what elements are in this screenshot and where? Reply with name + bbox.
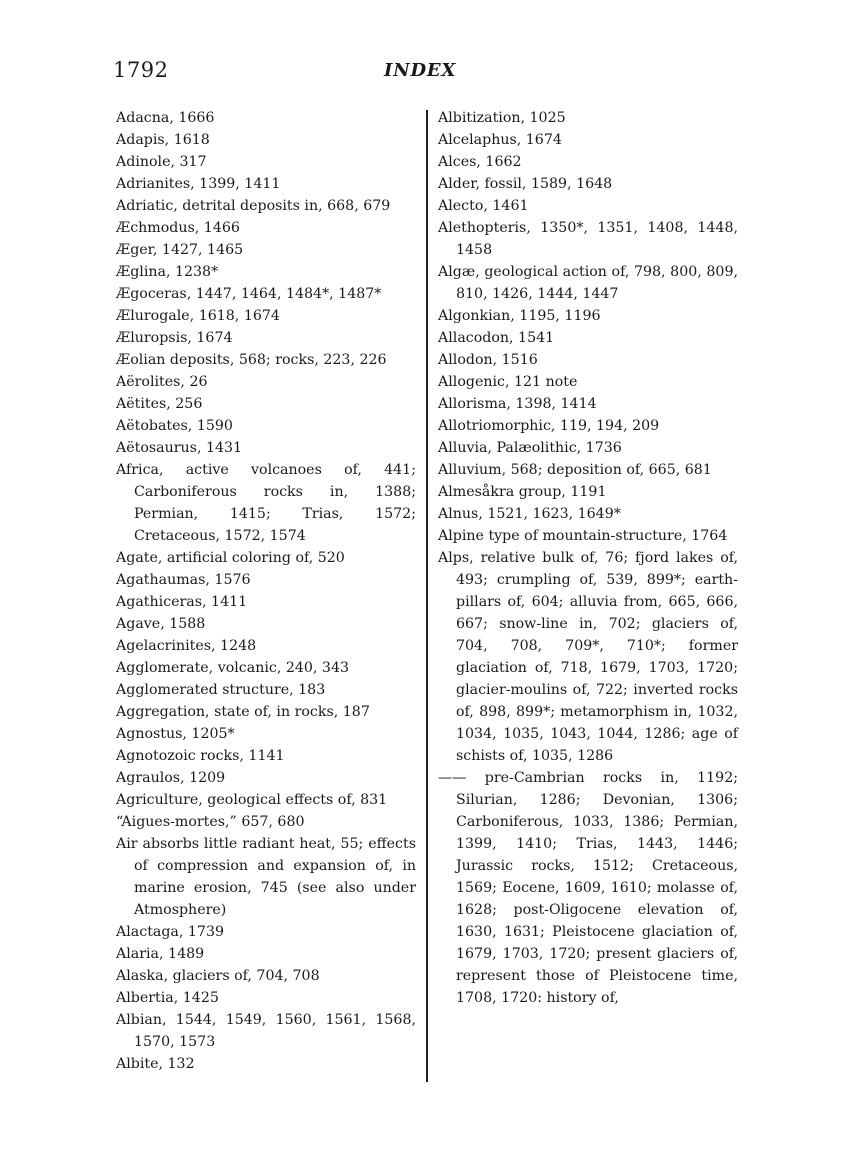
index-entry: Alaska, glaciers of, 704, 708: [116, 968, 320, 984]
index-column-left: [116, 107, 416, 1075]
index-column-right: [438, 107, 738, 1009]
index-entry: Albian, 1544, 1549, 1560, 1561, 1568, 1570, 1573: [116, 1012, 416, 1050]
index-entry: Æchmodus, 1466: [116, 220, 240, 236]
index-entry: Agathaumas, 1576: [116, 572, 251, 588]
index-entry: Africa, active volcanoes of, 441; Carboniferous rocks in, 1388; Permian, 1415; Trias, 1572; Cretaceous, 1572, 1574: [116, 462, 416, 544]
index-entry: Adapis, 1618: [116, 132, 210, 148]
index-entry: Alluvium, 568; deposition of, 665, 681: [438, 462, 712, 478]
index-entry: Albertia, 1425: [116, 990, 219, 1006]
index-entry: Alces, 1662: [438, 154, 522, 170]
index-entry: Alder, fossil, 1589, 1648: [438, 176, 613, 192]
index-entry: Aggregation, state of, in rocks, 187: [116, 704, 370, 720]
index-entry: Adriatic, detrital deposits in, 668, 679: [116, 198, 391, 214]
index-entry: Albitization, 1025: [438, 110, 566, 126]
index-entry: Agnotozoic rocks, 1141: [116, 748, 285, 764]
index-entry: Adrianites, 1399, 1411: [116, 176, 281, 192]
index-entry: Allacodon, 1541: [438, 330, 555, 346]
index-entry: Algæ, geological action of, 798, 800, 809, 810, 1426, 1444, 1447: [438, 264, 738, 302]
index-entry: Agriculture, geological effects of, 831: [116, 792, 388, 808]
index-entry: Allotriomorphic, 119, 194, 209: [438, 418, 660, 434]
index-entry: Albite, 132: [116, 1056, 195, 1072]
index-entry: Agnostus, 1205*: [116, 726, 235, 742]
index-entry: Æger, 1427, 1465: [116, 242, 244, 258]
index-entry: Adinole, 317: [116, 154, 207, 170]
index-entry: Aërolites, 26: [116, 374, 208, 390]
index-entry: Æolian deposits, 568; rocks, 223, 226: [116, 352, 387, 368]
index-entry: Agate, artificial coloring of, 520: [116, 550, 345, 566]
index-entry: Alpine type of mountain-structure, 1764: [438, 528, 728, 544]
index-entry: Aëtobates, 1590: [116, 418, 233, 434]
index-entry: Æluropsis, 1674: [116, 330, 233, 346]
index-entry: Alnus, 1521, 1623, 1649*: [438, 506, 621, 522]
index-entry: Alcelaphus, 1674: [438, 132, 562, 148]
index-entry: Alactaga, 1739: [116, 924, 225, 940]
index-entry: Algonkian, 1195, 1196: [438, 308, 601, 324]
index-entry: Air absorbs little radiant heat, 55; effects of compression and expansion of, in marine erosion, 745 (see also under Atmosphere): [116, 836, 416, 918]
index-entry: Agraulos, 1209: [116, 770, 226, 786]
index-entry: Agathiceras, 1411: [116, 594, 248, 610]
index-entry: Agglomerated structure, 183: [116, 682, 326, 698]
index-entry: Almesåkra group, 1191: [438, 484, 607, 500]
page-number: 1792: [113, 58, 169, 82]
running-head-title: INDEX: [384, 60, 457, 81]
index-entry: Alps, relative bulk of, 76; fjord lakes of, 493; crumpling of, 539, 899*; earth-pillars of, 604; alluvia from, 665, 666, 667; snow-line in, 702; glaciers of, 704, 708, 709*, 710*; former glaciation of, 718, 1679, 1703, 1720; glacier-moulins of, 722; inverted rocks of, 898, 899*; metamorphism in, 1032, 1034, 1035, 1043, 1044, 1286; age of schists of, 1035, 1286: [438, 550, 738, 764]
index-entry: Ælurogale, 1618, 1674: [116, 308, 280, 324]
index-entry: Alecto, 1461: [438, 198, 529, 214]
column-divider: [426, 110, 428, 1082]
index-entry: Alaria, 1489: [116, 946, 205, 962]
index-entry: Agave, 1588: [116, 616, 206, 632]
index-entry: Allorisma, 1398, 1414: [438, 396, 597, 412]
index-entry: Adacna, 1666: [116, 110, 215, 126]
index-entry: “Aigues-mortes,” 657, 680: [116, 814, 305, 830]
index-entry: Aëtosaurus, 1431: [116, 440, 243, 456]
index-entry: Æglina, 1238*: [116, 264, 219, 280]
index-entry-continuation: —— pre-Cambrian rocks in, 1192; Silurian, 1286; Devonian, 1306; Carboniferous, 1033, 1386; Permian, 1399, 1410; Trias, 1443, 1446; Jurassic rocks, 1512; Cretaceous, 1569; Eocene, 1609, 1610; molasse of, 1628; post-Oligocene elevation of, 1630, 1631; Pleistocene glaciation of, 1679, 1703, 1720; present glaciers of, represent those of Pleistocene time, 1708, 1720: history of,: [438, 770, 738, 1006]
index-entry: Aëtites, 256: [116, 396, 203, 412]
index-entry: Ægoceras, 1447, 1464, 1484*, 1487*: [116, 286, 382, 302]
index-entry: Alethopteris, 1350*, 1351, 1408, 1448, 1458: [438, 220, 738, 258]
index-entry: Alluvia, Palæolithic, 1736: [438, 440, 622, 456]
index-entry: Agelacrinites, 1248: [116, 638, 257, 654]
index-entry: Allogenic, 121 note: [438, 374, 578, 390]
index-entry: Agglomerate, volcanic, 240, 343: [116, 660, 350, 676]
index-entry: Allodon, 1516: [438, 352, 538, 368]
